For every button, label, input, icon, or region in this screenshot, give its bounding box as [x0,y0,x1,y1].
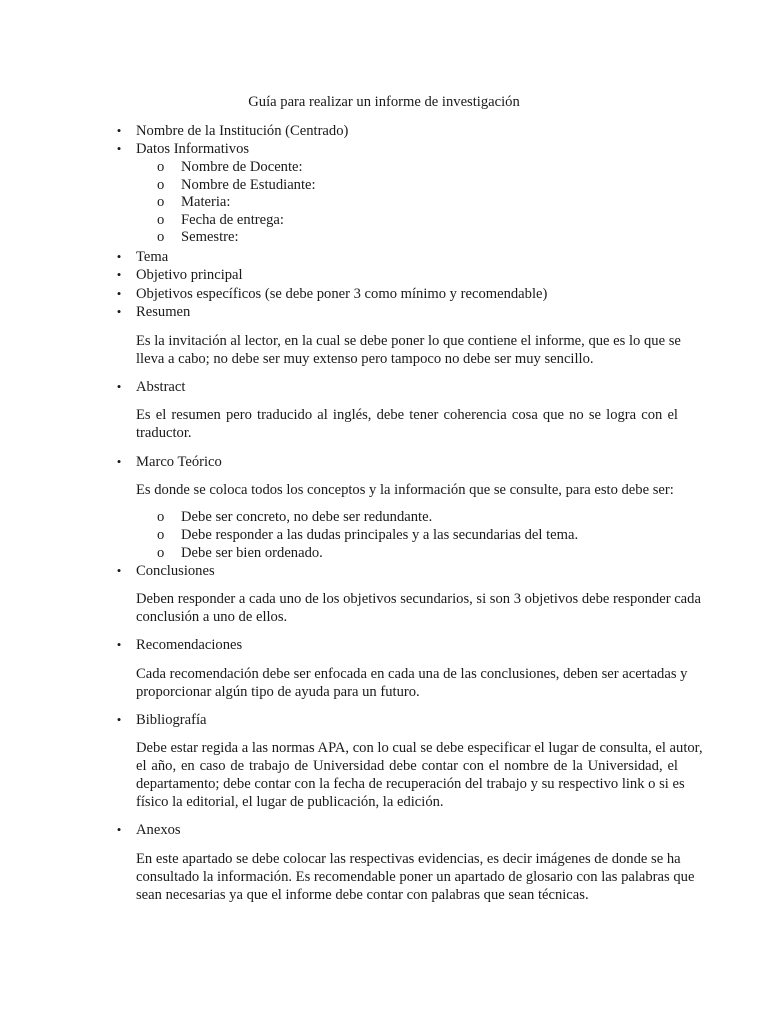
text-line: el año, en caso de trabajo de Universidad debe contar con el nombre de la Universidad, el [136,758,678,774]
text-line: traductor. [136,425,192,441]
marco-paragraph [136,481,678,499]
anexos-paragraph [136,850,695,904]
resumen-paragraph [136,332,681,368]
text-line: consultado la información. Es recomendable poner un apartado de glosario con las palabras que [136,869,695,885]
bullet-icon: • [116,637,122,652]
sub-bullet-icon: o [157,527,165,543]
bullet-icon: • [116,286,122,301]
sub-bullet-icon: o [157,177,165,193]
item-marco-teorico: Marco Teórico [136,454,222,470]
text-line: Es donde se coloca todos los conceptos y la información que se consulte, para esto debe ser: [136,482,674,498]
bullet-icon: • [116,141,122,156]
item-conclusiones: Conclusiones [136,563,215,579]
item-tema: Tema [136,249,169,265]
text-line: Es el resumen pero traducido al inglés, debe tener coherencia cosa que no se logra con el [136,407,678,423]
item-abstract: Abstract [136,379,186,395]
subitem-materia: Materia: [181,194,231,210]
bullet-icon: • [116,267,122,282]
bullet-icon: • [116,454,122,469]
bibliografia-paragraph [136,739,703,811]
text-line: Es la invitación al lector, en la cual se debe poner lo que contiene el informe, que es lo que se [136,333,681,349]
bullet-icon: • [116,712,122,727]
subitem-ordenado: Debe ser bien ordenado. [181,545,323,561]
recomendaciones-paragraph [136,665,688,701]
item-resumen: Resumen [136,304,191,320]
text-line: proporcionar algún tipo de ayuda para un futuro. [136,684,420,700]
text-line: Deben responder a cada uno de los objetivos secundarios, si son 3 objetivos debe responder cada [136,591,701,607]
item-recomendaciones: Recomendaciones [136,637,243,653]
bullet-icon: • [116,379,122,394]
subitem-semestre: Semestre: [181,229,239,245]
subitem-fecha: Fecha de entrega: [181,212,284,228]
text-line: Cada recomendación debe ser enfocada en cada una de las conclusiones, deben ser acertadas y [136,666,688,682]
bullet-icon: • [116,249,122,264]
bullet-icon: • [116,304,122,319]
bullet-icon: • [116,123,122,138]
document-title: Guía para realizar un informe de investigación [248,94,520,110]
conclusiones-paragraph [136,590,701,626]
item-objetivos-especificos: Objetivos específicos (se debe poner 3 como mínimo y recomendable) [136,286,548,302]
subitem-concreto: Debe ser concreto, no debe ser redundante. [181,509,433,525]
item-institucion: Nombre de la Institución (Centrado) [136,123,349,139]
text-line: Debe estar regida a las normas APA, con lo cual se debe especificar el lugar de consulta, el autor, [136,740,703,756]
sub-bullet-icon: o [157,509,165,525]
subitem-docente: Nombre de Docente: [181,159,303,175]
text-line: conclusión a uno de ellos. [136,609,288,625]
subitem-estudiante: Nombre de Estudiante: [181,177,316,193]
sub-bullet-icon: o [157,229,165,245]
bullet-icon: • [116,822,122,837]
text-line: lleva a cabo; no debe ser muy extenso pero tampoco no debe ser muy sencillo. [136,351,594,367]
item-anexos: Anexos [136,822,181,838]
sub-bullet-icon: o [157,545,165,561]
text-line: En este apartado se debe colocar las respectivas evidencias, es decir imágenes de donde se ha [136,851,681,867]
sub-bullet-icon: o [157,194,165,210]
text-line: sean necesarias ya que el informe debe contar con palabras que sean técnicas. [136,887,589,903]
item-bibliografia: Bibliografía [136,712,207,728]
bullet-icon: • [116,563,122,578]
sub-bullet-icon: o [157,212,165,228]
abstract-paragraph [136,406,678,442]
subitem-dudas: Debe responder a las dudas principales y a las secundarias del tema. [181,527,579,543]
item-objetivo-principal: Objetivo principal [136,267,243,283]
text-line: departamento; debe contar con la fecha de recuperación del trabajo y su respectivo link o si es [136,776,685,792]
sub-bullet-icon: o [157,159,165,175]
text-line: físico la editorial, el lugar de publicación, la edición. [136,794,444,810]
item-datos-informativos: Datos Informativos [136,141,250,157]
